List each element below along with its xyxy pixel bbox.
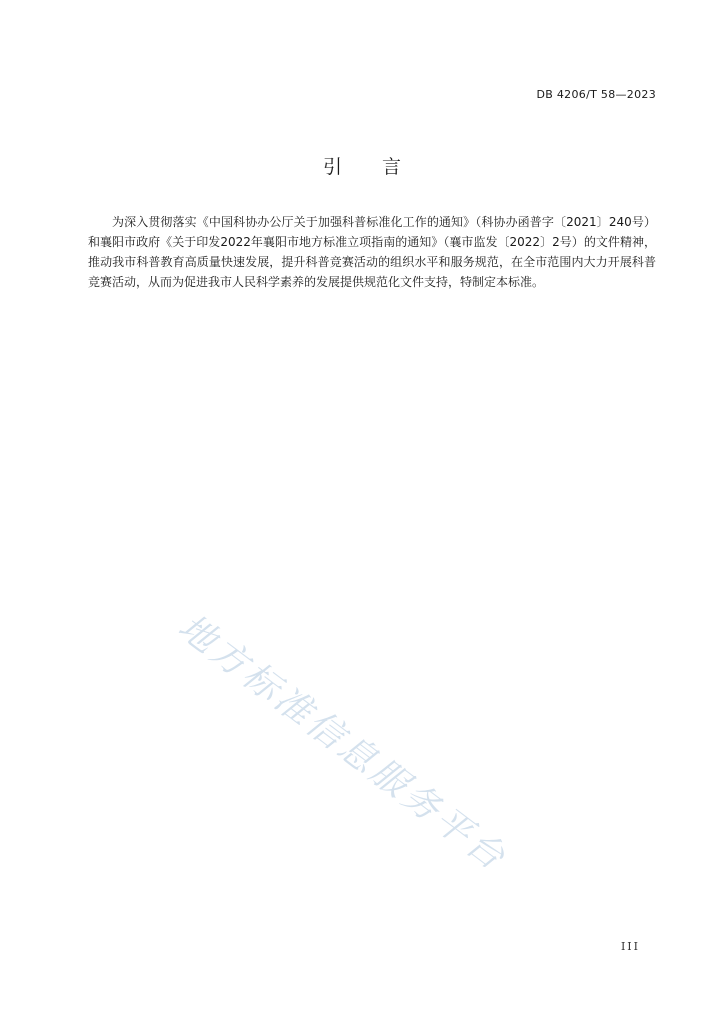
heading-char-1: 引 [322, 156, 342, 178]
watermark: 地方标准信息服务平台 [170, 606, 515, 880]
introduction-paragraph: 为深入贯彻落实《中国科协办公厅关于加强科普标准化工作的通知》（科协办函普字〔2021〕240号）和襄阳市政府《关于印发2022年襄阳市地方标准立项指南的通知》（襄市监发〔2022〕2号）的文件精神，推动我市科普教育高质量快速发展，提升科普竞赛活动的组织水平和服务规范，在全市范围内大力开展科普竞赛活动，从而为促进我市人民科学素养的发展提供规范化文件支持，特制定本标准。 [88, 215, 656, 289]
section-heading [0, 152, 724, 179]
heading-char-2: 言 [382, 156, 402, 178]
standard-code: DB 4206/T 58—2023 [536, 88, 656, 101]
page-number: III [620, 940, 640, 953]
